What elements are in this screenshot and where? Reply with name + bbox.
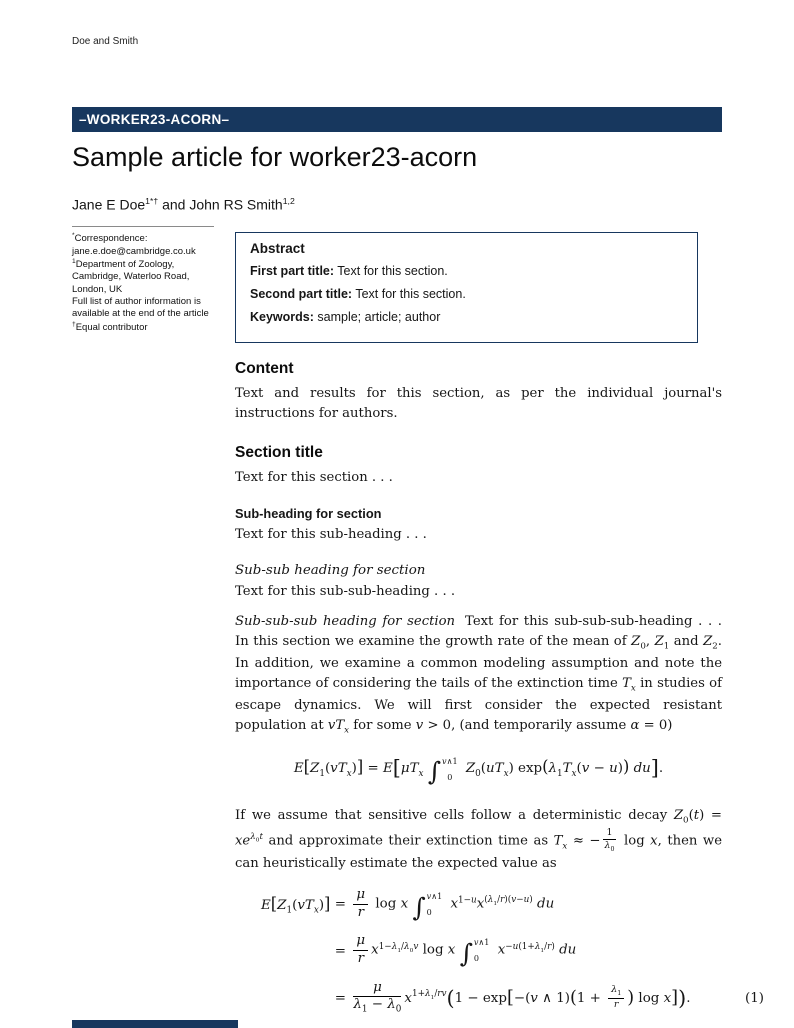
banner-text: –WORKER23-ACORN–	[79, 112, 230, 127]
estimate-paragraph: If we assume that sensitive cells follow a deterministic decay $Z_0(t) = xe^{\lambda_0t}$ and approximate their extinction time as $T_x$ ≈ − $\frac{1}{\lambda_0}$ log x, then we can heuristically estimate the expected value as	[235, 807, 723, 871]
journal-banner	[72, 107, 722, 132]
abstract-item-text: Text for this section.	[355, 286, 466, 301]
correspondence-note: *Correspondence: jane.e.doe@cambridge.co.uk	[72, 232, 196, 257]
content-paragraph: Text and results for this section, as per the individual journal's instructions for authors.	[235, 386, 722, 422]
subsubsub-heading: Sub-sub-sub heading for section	[235, 614, 456, 630]
affiliation-note: $^1$Department of Zoology, Cambridge, Waterloo Road, London, UK	[72, 257, 190, 295]
abstract-item	[250, 286, 683, 303]
equals-sign: =	[334, 943, 347, 959]
equation-lhs: $E[Z_1(vT_x)]$	[261, 893, 331, 916]
abstract-box	[235, 232, 698, 343]
subsubsub-paragraph	[235, 612, 722, 738]
equal-contributor-note: †Equal contributor	[72, 320, 148, 333]
abstract-item-label: Second part title:	[250, 286, 353, 301]
display-equation: $E[Z_1(vT_x)] = E[\mu T_x$ ∫ v∧1 0 $Z_0(uT_x) \exp(\lambda_1T_x(v - u))$ du].	[293, 756, 664, 788]
equation-rhs-line2: $\frac{\mu}{r}$ $x^{1-\lambda_1/\lambda_0v}$ log x ∫ v∧1 0 $x^{-u(1+\lambda_1/r)}$ du	[350, 934, 690, 967]
running-head: Doe and Smith	[72, 36, 139, 47]
subsubsub-text: Text for this sub-sub-sub-heading . . . In this section we examine the growth rate of the mean of $Z_0$, $Z_1$ and $Z_2$. In addition, we examine a common modeling assumption and note the importance of considering the tails of the extinction time $T_x$ in studies of escape dynamics. We will first consider the expected resistant population at $vT_x$ for some v > 0, (and temporarily assume α = 0)	[235, 614, 722, 736]
abstract-item-label: First part title:	[250, 264, 335, 278]
abstract-item-text: sample; article; author	[317, 309, 441, 324]
author-info-sidebar	[72, 226, 214, 334]
author-info-note: Full list of author information is available at the end of the article	[72, 296, 209, 320]
abstract-heading: Abstract	[250, 241, 305, 256]
aligned-equation-block	[261, 888, 766, 1016]
subsub-heading-paragraph: Text for this sub-sub-heading . . .	[235, 584, 456, 600]
subsub-heading: Sub-sub heading for section	[235, 563, 426, 579]
sub-heading-paragraph: Text for this sub-heading . . .	[235, 527, 427, 543]
section-heading: Section title	[235, 444, 323, 462]
equation-rhs-line1: $\frac{\mu}{r}$ log x ∫ v∧1 0 $x^{1-u}x^{(\lambda_1/r)(v-u)}$ du	[350, 888, 690, 921]
equation-rhs-line3: $\frac{\mu}{\lambda_1 - \lambda_0}$ $x^{1+\lambda_1/rv}(1 - \exp[-(v$ ∧ 1)(1 + $\frac{\lambda_1}{r}$ ) log x]).	[353, 979, 691, 1016]
sub-heading: Sub-heading for section	[235, 506, 382, 522]
authors-line: Jane E Doe$^{1*\dagger}$ and John RS Smith$^{1,2}$	[72, 196, 295, 213]
abstract-item-text: Text for this section.	[337, 264, 448, 278]
section-paragraph: Text for this section . . .	[235, 470, 393, 486]
equals-sign: =	[334, 990, 347, 1006]
abstract-item-label: Keywords:	[250, 309, 314, 324]
equation-number: (1)	[745, 990, 764, 1006]
abstract-item	[250, 263, 683, 280]
footer-bar	[72, 1020, 238, 1028]
equals-sign: =	[334, 897, 347, 913]
article-body	[235, 356, 764, 1016]
abstract-item	[250, 309, 683, 326]
content-heading: Content	[235, 360, 294, 377]
article-title: Sample article for worker23-acorn	[72, 142, 478, 172]
